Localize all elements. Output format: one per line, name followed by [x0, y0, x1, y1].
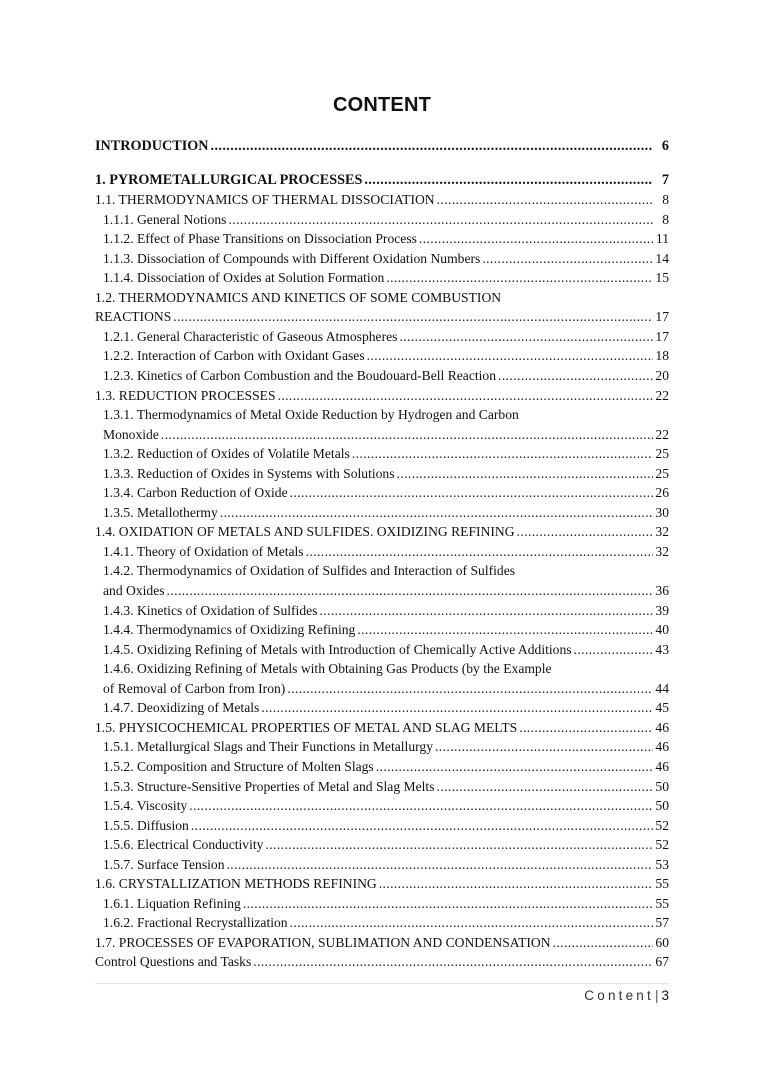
toc-entry-1-3-1-line1[interactable] [95, 405, 669, 425]
toc-entry-1-4-5[interactable] [95, 640, 669, 660]
dot-leader [379, 874, 653, 894]
toc-entry-1-5-1[interactable] [95, 737, 669, 757]
toc-entry-page: 18 [655, 348, 669, 364]
dot-leader [191, 816, 653, 836]
toc-entry-page: 7 [661, 171, 669, 188]
toc-entry-1-1-2[interactable] [95, 229, 669, 249]
toc-entry-label: 1.3. REDUCTION PROCESSES [95, 387, 276, 403]
toc-entry-label: 1.1.3. Dissociation of Compounds with Different Oxidation Numbers [103, 250, 481, 266]
dot-leader [436, 777, 653, 797]
toc-entry-label: 1.5. PHYSICOCHEMICAL PROPERTIES OF METAL AND SLAG MELTS [95, 719, 518, 735]
dot-leader [519, 718, 653, 738]
toc-entry-page: 11 [655, 231, 669, 247]
toc-entry-page: 17 [655, 328, 669, 344]
toc-entry-page: 50 [655, 798, 669, 814]
toc-entry-1-1-4[interactable] [95, 268, 669, 288]
toc-entry-label: INTRODUCTION [95, 138, 209, 154]
dot-leader [278, 386, 653, 406]
toc-entry-label: 1.5.7. Surface Tension [103, 856, 225, 872]
toc-entry-label: 1. PYROMETALLURGICAL PROCESSES [95, 171, 363, 188]
toc-entry-1-1-3[interactable] [95, 249, 669, 269]
toc-entry-label: 1.1.1. General Notions [103, 211, 227, 227]
toc-entry-page: 26 [655, 485, 669, 501]
toc-entry-label: 1.4. OXIDATION OF METALS AND SULFIDES. OXIDIZING REFINING [95, 524, 515, 540]
dot-leader [517, 522, 653, 542]
dot-leader [386, 268, 653, 288]
toc-entry-label: 1.4.4. Thermodynamics of Oxidizing Refining [103, 622, 356, 638]
toc-entry-label: 1.3.2. Reduction of Oxides of Volatile Metals [103, 446, 350, 462]
toc-entry-label: 1.4.7. Deoxidizing of Metals [103, 700, 260, 716]
toc-entry-page: 55 [655, 895, 669, 911]
toc-entry-1-3[interactable] [95, 386, 669, 406]
toc-entry-introduction[interactable] [95, 137, 669, 157]
toc-entry-label: 1.5.1. Metallurgical Slags and Their Functions in Metallurgy [103, 739, 433, 755]
dot-leader [574, 640, 653, 660]
toc-entry-1-5-5[interactable] [95, 816, 669, 836]
dot-leader [253, 952, 653, 972]
toc-entry-1-4-7[interactable] [95, 698, 669, 718]
dot-leader [367, 346, 653, 366]
toc-entry-page: 45 [655, 700, 669, 716]
toc-entry-label: 1.3.4. Carbon Reduction of Oxide [103, 485, 288, 501]
dot-leader [399, 327, 653, 347]
toc-entry-label: 1.5.5. Diffusion [103, 817, 189, 833]
dot-leader [376, 757, 653, 777]
toc-entry-label: 1.6.2. Fractional Recrystallization [103, 915, 288, 931]
toc-entry-1-5[interactable] [95, 718, 669, 738]
dot-leader [357, 620, 653, 640]
toc-entry-label: 1.2. THERMODYNAMICS AND KINETICS OF SOME COMBUSTION [95, 289, 502, 305]
toc-entry-label: 1.4.3. Kinetics of Oxidation of Sulfides [103, 602, 318, 618]
toc-entry-1-4-2-line1[interactable] [95, 561, 669, 581]
toc-entry-page: 39 [655, 602, 669, 618]
toc-entry-1-4-2[interactable] [95, 581, 669, 601]
toc-entry-label: 1.7. PROCESSES OF EVAPORATION, SUBLIMATION AND CONDENSATION [95, 934, 551, 950]
dot-leader [161, 425, 653, 445]
toc-entry-1-2-3[interactable] [95, 366, 669, 386]
dot-leader [290, 483, 653, 503]
toc-entry-1-3-1[interactable] [95, 425, 669, 445]
toc-entry-page: 25 [655, 465, 669, 481]
toc-entry-1-2-1[interactable] [95, 327, 669, 347]
toc-entry-1-6-2[interactable] [95, 913, 669, 933]
toc-entry-label: 1.5.3. Structure-Sensitive Properties of Metal and Slag Melts [103, 778, 435, 794]
toc-entry-label: 1.4.6. Oxidizing Refining of Metals with Obtaining Gas Products (by the Example [103, 661, 552, 677]
toc-entry-1-2-2[interactable] [95, 346, 669, 366]
dot-leader [290, 913, 653, 933]
dot-leader [211, 137, 653, 157]
toc-entry-1-5-6[interactable] [95, 835, 669, 855]
toc-entry-1-4-6-line1[interactable] [95, 659, 669, 679]
toc-entry-label: 1.4.5. Oxidizing Refining of Metals with Introduction of Chemically Active Additions [103, 641, 572, 657]
dot-leader [319, 601, 653, 621]
toc-entry-page: 52 [655, 837, 669, 853]
toc-entry-page: 8 [662, 211, 669, 227]
toc-entry-1-2-line1[interactable] [95, 288, 669, 308]
footer-separator: | [654, 988, 659, 1003]
toc-entry-label: Control Questions and Tasks [95, 954, 252, 970]
dot-leader [306, 542, 653, 562]
toc-entry-1-1-1[interactable] [95, 210, 669, 230]
toc-entry-page: 22 [655, 387, 669, 403]
dot-leader [419, 229, 653, 249]
toc-entry-1-3-4[interactable] [95, 483, 669, 503]
toc-entry-label: 1.6.1. Liquation Refining [103, 895, 241, 911]
toc-entry-1-3-3[interactable] [95, 464, 669, 484]
dot-leader [243, 894, 653, 914]
dot-leader [482, 249, 653, 269]
toc-entry-page: 14 [655, 250, 669, 266]
toc-entry-page: 32 [655, 524, 669, 540]
toc-entry-page: 8 [662, 192, 669, 208]
toc-entry-control-questions[interactable] [95, 952, 669, 972]
toc-entry-1-5-4[interactable] [95, 796, 669, 816]
dot-leader [435, 737, 653, 757]
toc-entry-page: 20 [655, 368, 669, 384]
toc-entry-1-7[interactable] [95, 933, 669, 953]
toc-entry-1-4-3[interactable] [95, 601, 669, 621]
toc-entry-page: 46 [655, 739, 669, 755]
toc-entry-1-3-5[interactable] [95, 503, 669, 523]
toc-entry-1-4-1[interactable] [95, 542, 669, 562]
toc-entry-label: 1.1. THERMODYNAMICS OF THERMAL DISSOCIATION [95, 192, 435, 208]
toc-entry-label: 1.3.3. Reduction of Oxides in Systems with Solutions [103, 465, 395, 481]
dot-leader [227, 855, 654, 875]
footer-section-name: Content [584, 988, 654, 1003]
toc-entry-1-6[interactable] [95, 874, 669, 894]
dot-leader [437, 190, 653, 210]
dot-leader [265, 835, 653, 855]
toc-entry-1-6-1[interactable] [95, 894, 669, 914]
toc-entry-page: 53 [655, 856, 669, 872]
toc-entry-label: 1.4.1. Theory of Oxidation of Metals [103, 543, 304, 559]
toc-entry-1-2[interactable] [95, 307, 669, 327]
dot-leader [553, 933, 653, 953]
toc-entry-label: 1.6. CRYSTALLIZATION METHODS REFINING [95, 876, 377, 892]
toc-entry-1-1[interactable] [95, 190, 669, 210]
toc-entry-page: 32 [655, 543, 669, 559]
toc-entry-page: 55 [655, 876, 669, 892]
toc-entry-label-continued: REACTIONS [95, 309, 172, 325]
toc-entry-label-continued: Monoxide [103, 426, 159, 442]
toc-entry-label: 1.5.6. Electrical Conductivity [103, 837, 264, 853]
toc-entry-1-4-4[interactable] [95, 620, 669, 640]
toc-entry-label: 1.1.4. Dissociation of Oxides at Solution Formation [103, 270, 385, 286]
dot-leader [352, 444, 653, 464]
toc-entry-page: 43 [655, 641, 669, 657]
toc-entry-page: 40 [655, 622, 669, 638]
toc-entry-page: 25 [655, 446, 669, 462]
footer-page-number: 3 [661, 988, 669, 1003]
toc-entry-label-continued: of Removal of Carbon from Iron) [103, 680, 286, 696]
toc-entry-page: 30 [655, 504, 669, 520]
dot-leader [287, 679, 653, 699]
dot-leader [173, 307, 653, 327]
dot-leader [364, 171, 653, 191]
toc-entry-page: 57 [655, 915, 669, 931]
page-title: CONTENT [332, 94, 432, 116]
toc-entry-page: 15 [655, 270, 669, 286]
toc-entry-label: 1.3.1. Thermodynamics of Metal Oxide Reduction by Hydrogen and Carbon [103, 407, 519, 423]
dot-leader [397, 464, 653, 484]
toc-entry-page: 46 [655, 719, 669, 735]
toc-entry-label: 1.3.5. Metallothermy [103, 504, 218, 520]
toc-entry-label: 1.2.2. Interaction of Carbon with Oxidant Gases [103, 348, 365, 364]
table-of-contents [95, 137, 669, 972]
toc-entry-label: 1.5.4. Viscosity [103, 798, 188, 814]
toc-entry-page: 36 [655, 583, 669, 599]
toc-entry-1-5-2[interactable] [95, 757, 669, 777]
page-footer [584, 988, 669, 1003]
toc-entry-page: 6 [661, 138, 669, 154]
toc-entry-page: 52 [655, 817, 669, 833]
dot-leader [498, 366, 653, 386]
toc-entry-page: 44 [655, 680, 669, 696]
toc-entry-page: 22 [655, 426, 669, 442]
toc-entry-1-5-3[interactable] [95, 777, 669, 797]
toc-entry-page: 50 [655, 778, 669, 794]
toc-entry-label: 1.4.2. Thermodynamics of Oxidation of Sulfides and Interaction of Sulfides [103, 563, 516, 579]
dot-leader [189, 796, 653, 816]
toc-entry-page: 60 [655, 934, 669, 950]
toc-entry-label: 1.1.2. Effect of Phase Transitions on Dissociation Process [103, 231, 417, 247]
footer-divider [95, 983, 669, 984]
toc-entry-label-continued: and Oxides [103, 583, 165, 599]
toc-entry-chapter-1[interactable] [95, 171, 669, 191]
dot-leader [220, 503, 653, 523]
toc-entry-label: 1.5.2. Composition and Structure of Molten Slags [103, 758, 374, 774]
toc-entry-page: 17 [655, 309, 669, 325]
toc-entry-label: 1.2.3. Kinetics of Carbon Combustion and the Boudouard-Bell Reaction [103, 368, 497, 384]
toc-entry-1-4-6[interactable] [95, 679, 669, 699]
toc-entry-1-5-7[interactable] [95, 855, 669, 875]
dot-leader [167, 581, 653, 601]
dot-leader [261, 698, 653, 718]
dot-leader [228, 210, 653, 230]
toc-entry-page: 67 [655, 954, 669, 970]
toc-entry-page: 46 [655, 758, 669, 774]
toc-entry-1-4[interactable] [95, 522, 669, 542]
toc-entry-label: 1.2.1. General Characteristic of Gaseous Atmospheres [103, 328, 398, 344]
toc-entry-1-3-2[interactable] [95, 444, 669, 464]
